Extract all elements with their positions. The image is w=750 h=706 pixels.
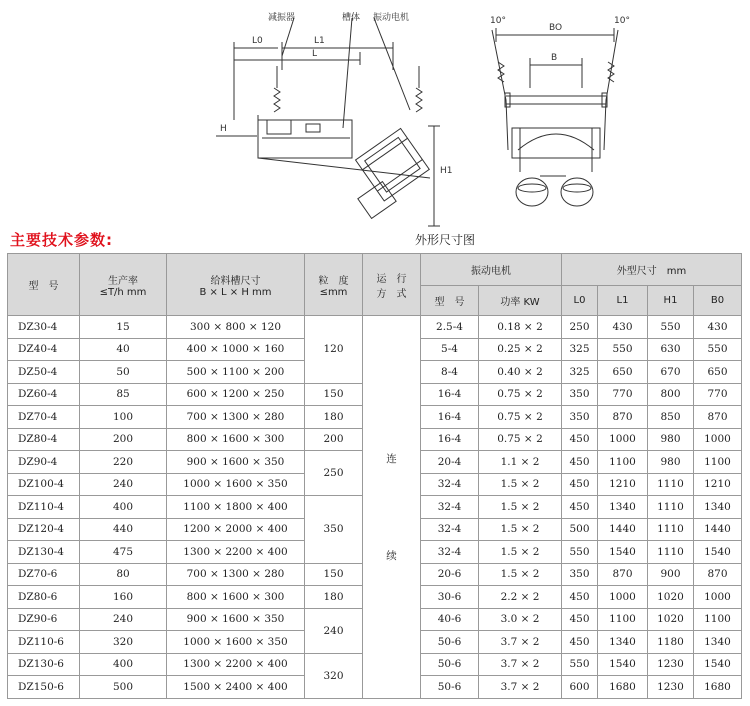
cell-trough: 500 × 1100 × 200 bbox=[167, 361, 305, 384]
cell-h1: 1230 bbox=[648, 653, 694, 676]
cell-h1: 800 bbox=[648, 383, 694, 406]
header-granularity bbox=[305, 254, 363, 316]
cell-capacity: 500 bbox=[80, 676, 167, 699]
damper-label: 减振器 bbox=[268, 13, 296, 23]
cell-l1: 1100 bbox=[598, 451, 648, 474]
b-label: B bbox=[551, 53, 558, 63]
cell-l1: 1100 bbox=[598, 608, 648, 631]
cell-model: DZ100-4 bbox=[8, 473, 80, 496]
cell-h1: 550 bbox=[648, 316, 694, 339]
cell-trough: 900 × 1600 × 350 bbox=[167, 451, 305, 474]
cell-power: 0.18 × 2 bbox=[479, 316, 562, 339]
cell-l1: 1540 bbox=[598, 653, 648, 676]
cell-capacity: 160 bbox=[80, 586, 167, 609]
cell-l0: 550 bbox=[562, 541, 598, 564]
cell-capacity: 80 bbox=[80, 563, 167, 586]
cell-motor: 50-6 bbox=[421, 676, 479, 699]
cell-b0: 870 bbox=[694, 563, 742, 586]
cell-b0: 1210 bbox=[694, 473, 742, 496]
header-granularity-unit: ≤mm bbox=[319, 286, 348, 298]
header-granularity-label: 粒 度 bbox=[318, 275, 349, 287]
cell-model: DZ70-6 bbox=[8, 563, 80, 586]
cell-trough: 800 × 1600 × 300 bbox=[167, 586, 305, 609]
header-b0: B0 bbox=[694, 286, 742, 316]
h1-label: H1 bbox=[440, 166, 453, 176]
cell-trough: 400 × 1000 × 160 bbox=[167, 338, 305, 361]
cell-operation-mode bbox=[363, 316, 421, 699]
cell-b0: 870 bbox=[694, 406, 742, 429]
cell-power: 1.5 × 2 bbox=[479, 473, 562, 496]
cell-model: DZ80-4 bbox=[8, 428, 80, 451]
cell-trough: 1100 × 1800 × 400 bbox=[167, 496, 305, 519]
cell-b0: 1540 bbox=[694, 541, 742, 564]
cell-trough: 1000 × 1600 × 350 bbox=[167, 631, 305, 654]
cell-capacity: 240 bbox=[80, 473, 167, 496]
cell-l0: 450 bbox=[562, 586, 598, 609]
cell-power: 0.75 × 2 bbox=[479, 428, 562, 451]
cell-h1: 980 bbox=[648, 428, 694, 451]
cell-motor: 50-6 bbox=[421, 631, 479, 654]
cell-model: DZ90-4 bbox=[8, 451, 80, 474]
header-model: 型 号 bbox=[8, 254, 80, 316]
cell-trough: 1300 × 2200 × 400 bbox=[167, 541, 305, 564]
cell-h1: 1020 bbox=[648, 608, 694, 631]
cell-power: 0.75 × 2 bbox=[479, 406, 562, 429]
cell-capacity: 100 bbox=[80, 406, 167, 429]
header-motor-power: 功率 KW bbox=[479, 286, 562, 316]
header-trough bbox=[167, 254, 305, 316]
cell-granularity: 320 bbox=[305, 653, 363, 698]
cell-motor: 8-4 bbox=[421, 361, 479, 384]
cell-trough: 1300 × 2200 × 400 bbox=[167, 653, 305, 676]
cell-l0: 450 bbox=[562, 451, 598, 474]
cell-l0: 250 bbox=[562, 316, 598, 339]
cell-h1: 1020 bbox=[648, 586, 694, 609]
header-operation-line1: 运 行 bbox=[376, 273, 407, 285]
cell-model: DZ130-4 bbox=[8, 541, 80, 564]
cell-capacity: 400 bbox=[80, 653, 167, 676]
cell-motor: 16-4 bbox=[421, 406, 479, 429]
cell-model: DZ60-4 bbox=[8, 383, 80, 406]
cell-h1: 1110 bbox=[648, 518, 694, 541]
cell-motor: 5-4 bbox=[421, 338, 479, 361]
header-capacity bbox=[80, 254, 167, 316]
cell-model: DZ110-4 bbox=[8, 496, 80, 519]
spec-table-body bbox=[8, 316, 742, 699]
drawing-svg bbox=[0, 0, 750, 232]
cell-motor: 32-4 bbox=[421, 541, 479, 564]
cell-l1: 1440 bbox=[598, 518, 648, 541]
cell-b0: 1540 bbox=[694, 653, 742, 676]
operation-mode-char-1: 连 bbox=[386, 452, 397, 465]
cell-l1: 1000 bbox=[598, 586, 648, 609]
cell-h1: 1110 bbox=[648, 496, 694, 519]
cell-motor: 16-4 bbox=[421, 428, 479, 451]
l1-label: L1 bbox=[314, 36, 325, 46]
cell-l1: 1000 bbox=[598, 428, 648, 451]
cell-l0: 350 bbox=[562, 563, 598, 586]
cell-h1: 630 bbox=[648, 338, 694, 361]
trough-label: 槽体 bbox=[342, 13, 361, 23]
header-l1: L1 bbox=[598, 286, 648, 316]
cell-b0: 1000 bbox=[694, 428, 742, 451]
table-row bbox=[8, 316, 742, 339]
cell-capacity: 320 bbox=[80, 631, 167, 654]
cell-power: 3.0 × 2 bbox=[479, 608, 562, 631]
cell-motor: 32-4 bbox=[421, 518, 479, 541]
cell-b0: 1100 bbox=[694, 451, 742, 474]
operation-mode-char-2: 续 bbox=[386, 549, 397, 562]
cell-b0: 1000 bbox=[694, 586, 742, 609]
cell-power: 0.25 × 2 bbox=[479, 338, 562, 361]
cell-h1: 1110 bbox=[648, 473, 694, 496]
cell-l1: 430 bbox=[598, 316, 648, 339]
header-motor-group: 振动电机 bbox=[421, 254, 562, 286]
cell-b0: 430 bbox=[694, 316, 742, 339]
cell-model: DZ120-4 bbox=[8, 518, 80, 541]
cell-model: DZ70-4 bbox=[8, 406, 80, 429]
header-capacity-label: 生产率 bbox=[108, 275, 138, 287]
angle-left-label: 10° bbox=[490, 16, 506, 26]
dimension-drawing bbox=[0, 0, 750, 232]
cell-b0: 1100 bbox=[694, 608, 742, 631]
cell-granularity: 120 bbox=[305, 316, 363, 384]
cell-capacity: 15 bbox=[80, 316, 167, 339]
cell-model: DZ80-6 bbox=[8, 586, 80, 609]
cell-l1: 1340 bbox=[598, 631, 648, 654]
cell-power: 3.7 × 2 bbox=[479, 676, 562, 699]
cell-power: 1.5 × 2 bbox=[479, 563, 562, 586]
cell-b0: 650 bbox=[694, 361, 742, 384]
cell-model: DZ110-6 bbox=[8, 631, 80, 654]
cell-l0: 450 bbox=[562, 428, 598, 451]
cell-l0: 500 bbox=[562, 518, 598, 541]
cell-trough: 700 × 1300 × 280 bbox=[167, 563, 305, 586]
cell-capacity: 220 bbox=[80, 451, 167, 474]
cell-b0: 1340 bbox=[694, 496, 742, 519]
cell-power: 1.5 × 2 bbox=[479, 541, 562, 564]
l0-label: L0 bbox=[252, 36, 263, 46]
cell-b0: 1680 bbox=[694, 676, 742, 699]
angle-right-label: 10° bbox=[614, 16, 630, 26]
cell-granularity: 200 bbox=[305, 428, 363, 451]
main-tech-params-heading: 主要技术参数: bbox=[10, 231, 113, 249]
cell-h1: 850 bbox=[648, 406, 694, 429]
cell-b0: 550 bbox=[694, 338, 742, 361]
cell-capacity: 50 bbox=[80, 361, 167, 384]
spec-table bbox=[7, 253, 742, 699]
header-trough-label: 给料槽尺寸 bbox=[210, 275, 261, 287]
cell-granularity: 180 bbox=[305, 586, 363, 609]
cell-l1: 550 bbox=[598, 338, 648, 361]
cell-l0: 450 bbox=[562, 631, 598, 654]
header-trough-unit: B × L × H mm bbox=[199, 286, 272, 298]
cell-trough: 800 × 1600 × 300 bbox=[167, 428, 305, 451]
header-motor-model: 型 号 bbox=[421, 286, 479, 316]
cell-power: 3.7 × 2 bbox=[479, 631, 562, 654]
cell-granularity: 240 bbox=[305, 608, 363, 653]
cell-b0: 770 bbox=[694, 383, 742, 406]
header-operation-line2: 方 式 bbox=[376, 288, 407, 300]
cell-l1: 1680 bbox=[598, 676, 648, 699]
cell-trough: 300 × 800 × 120 bbox=[167, 316, 305, 339]
b0-label: BO bbox=[549, 23, 563, 33]
cell-power: 2.2 × 2 bbox=[479, 586, 562, 609]
cell-l0: 550 bbox=[562, 653, 598, 676]
cell-l1: 1540 bbox=[598, 541, 648, 564]
cell-model: DZ30-4 bbox=[8, 316, 80, 339]
l-label: L bbox=[312, 49, 318, 59]
header-l0: L0 bbox=[562, 286, 598, 316]
cell-h1: 1110 bbox=[648, 541, 694, 564]
cell-l0: 350 bbox=[562, 383, 598, 406]
cell-motor: 20-6 bbox=[421, 563, 479, 586]
cell-trough: 1200 × 2000 × 400 bbox=[167, 518, 305, 541]
cell-motor: 16-4 bbox=[421, 383, 479, 406]
cell-h1: 670 bbox=[648, 361, 694, 384]
cell-l0: 450 bbox=[562, 496, 598, 519]
motor-label: 振动电机 bbox=[373, 13, 410, 23]
cell-l0: 350 bbox=[562, 406, 598, 429]
cell-model: DZ50-4 bbox=[8, 361, 80, 384]
cell-model: DZ130-6 bbox=[8, 653, 80, 676]
cell-motor: 50-6 bbox=[421, 653, 479, 676]
cell-trough: 700 × 1300 × 280 bbox=[167, 406, 305, 429]
cell-capacity: 40 bbox=[80, 338, 167, 361]
outline-dimension-caption: 外形尺寸图 bbox=[415, 233, 476, 247]
cell-power: 0.40 × 2 bbox=[479, 361, 562, 384]
cell-l1: 770 bbox=[598, 383, 648, 406]
cell-granularity: 150 bbox=[305, 383, 363, 406]
cell-motor: 32-4 bbox=[421, 473, 479, 496]
cell-l1: 870 bbox=[598, 406, 648, 429]
cell-model: DZ150-6 bbox=[8, 676, 80, 699]
cell-h1: 900 bbox=[648, 563, 694, 586]
cell-granularity: 150 bbox=[305, 563, 363, 586]
cell-power: 0.75 × 2 bbox=[479, 383, 562, 406]
cell-trough: 1500 × 2400 × 400 bbox=[167, 676, 305, 699]
cell-power: 3.7 × 2 bbox=[479, 653, 562, 676]
cell-l0: 450 bbox=[562, 473, 598, 496]
cell-model: DZ40-4 bbox=[8, 338, 80, 361]
cell-motor: 40-6 bbox=[421, 608, 479, 631]
cell-granularity: 180 bbox=[305, 406, 363, 429]
cell-h1: 1230 bbox=[648, 676, 694, 699]
cell-b0: 1440 bbox=[694, 518, 742, 541]
cell-capacity: 85 bbox=[80, 383, 167, 406]
header-operation bbox=[363, 254, 421, 316]
h-label: H bbox=[220, 124, 227, 134]
header-outline-group: 外型尺寸 mm bbox=[562, 254, 742, 286]
cell-l1: 870 bbox=[598, 563, 648, 586]
cell-l0: 450 bbox=[562, 608, 598, 631]
cell-capacity: 240 bbox=[80, 608, 167, 631]
cell-motor: 30-6 bbox=[421, 586, 479, 609]
cell-motor: 2.5-4 bbox=[421, 316, 479, 339]
cell-motor: 20-4 bbox=[421, 451, 479, 474]
cell-power: 1.1 × 2 bbox=[479, 451, 562, 474]
cell-l0: 325 bbox=[562, 338, 598, 361]
cell-granularity: 250 bbox=[305, 451, 363, 496]
cell-capacity: 475 bbox=[80, 541, 167, 564]
cell-motor: 32-4 bbox=[421, 496, 479, 519]
cell-l1: 650 bbox=[598, 361, 648, 384]
cell-l0: 325 bbox=[562, 361, 598, 384]
cell-power: 1.5 × 2 bbox=[479, 496, 562, 519]
cell-trough: 900 × 1600 × 350 bbox=[167, 608, 305, 631]
cell-l1: 1210 bbox=[598, 473, 648, 496]
cell-h1: 1180 bbox=[648, 631, 694, 654]
header-h1: H1 bbox=[648, 286, 694, 316]
cell-l1: 1340 bbox=[598, 496, 648, 519]
cell-capacity: 440 bbox=[80, 518, 167, 541]
header-capacity-unit: ≤T/h mm bbox=[99, 286, 147, 298]
cell-trough: 1000 × 1600 × 350 bbox=[167, 473, 305, 496]
cell-model: DZ90-6 bbox=[8, 608, 80, 631]
cell-h1: 980 bbox=[648, 451, 694, 474]
cell-b0: 1340 bbox=[694, 631, 742, 654]
cell-capacity: 400 bbox=[80, 496, 167, 519]
cell-granularity: 350 bbox=[305, 496, 363, 564]
cell-trough: 600 × 1200 × 250 bbox=[167, 383, 305, 406]
cell-power: 1.5 × 2 bbox=[479, 518, 562, 541]
cell-capacity: 200 bbox=[80, 428, 167, 451]
cell-l0: 600 bbox=[562, 676, 598, 699]
